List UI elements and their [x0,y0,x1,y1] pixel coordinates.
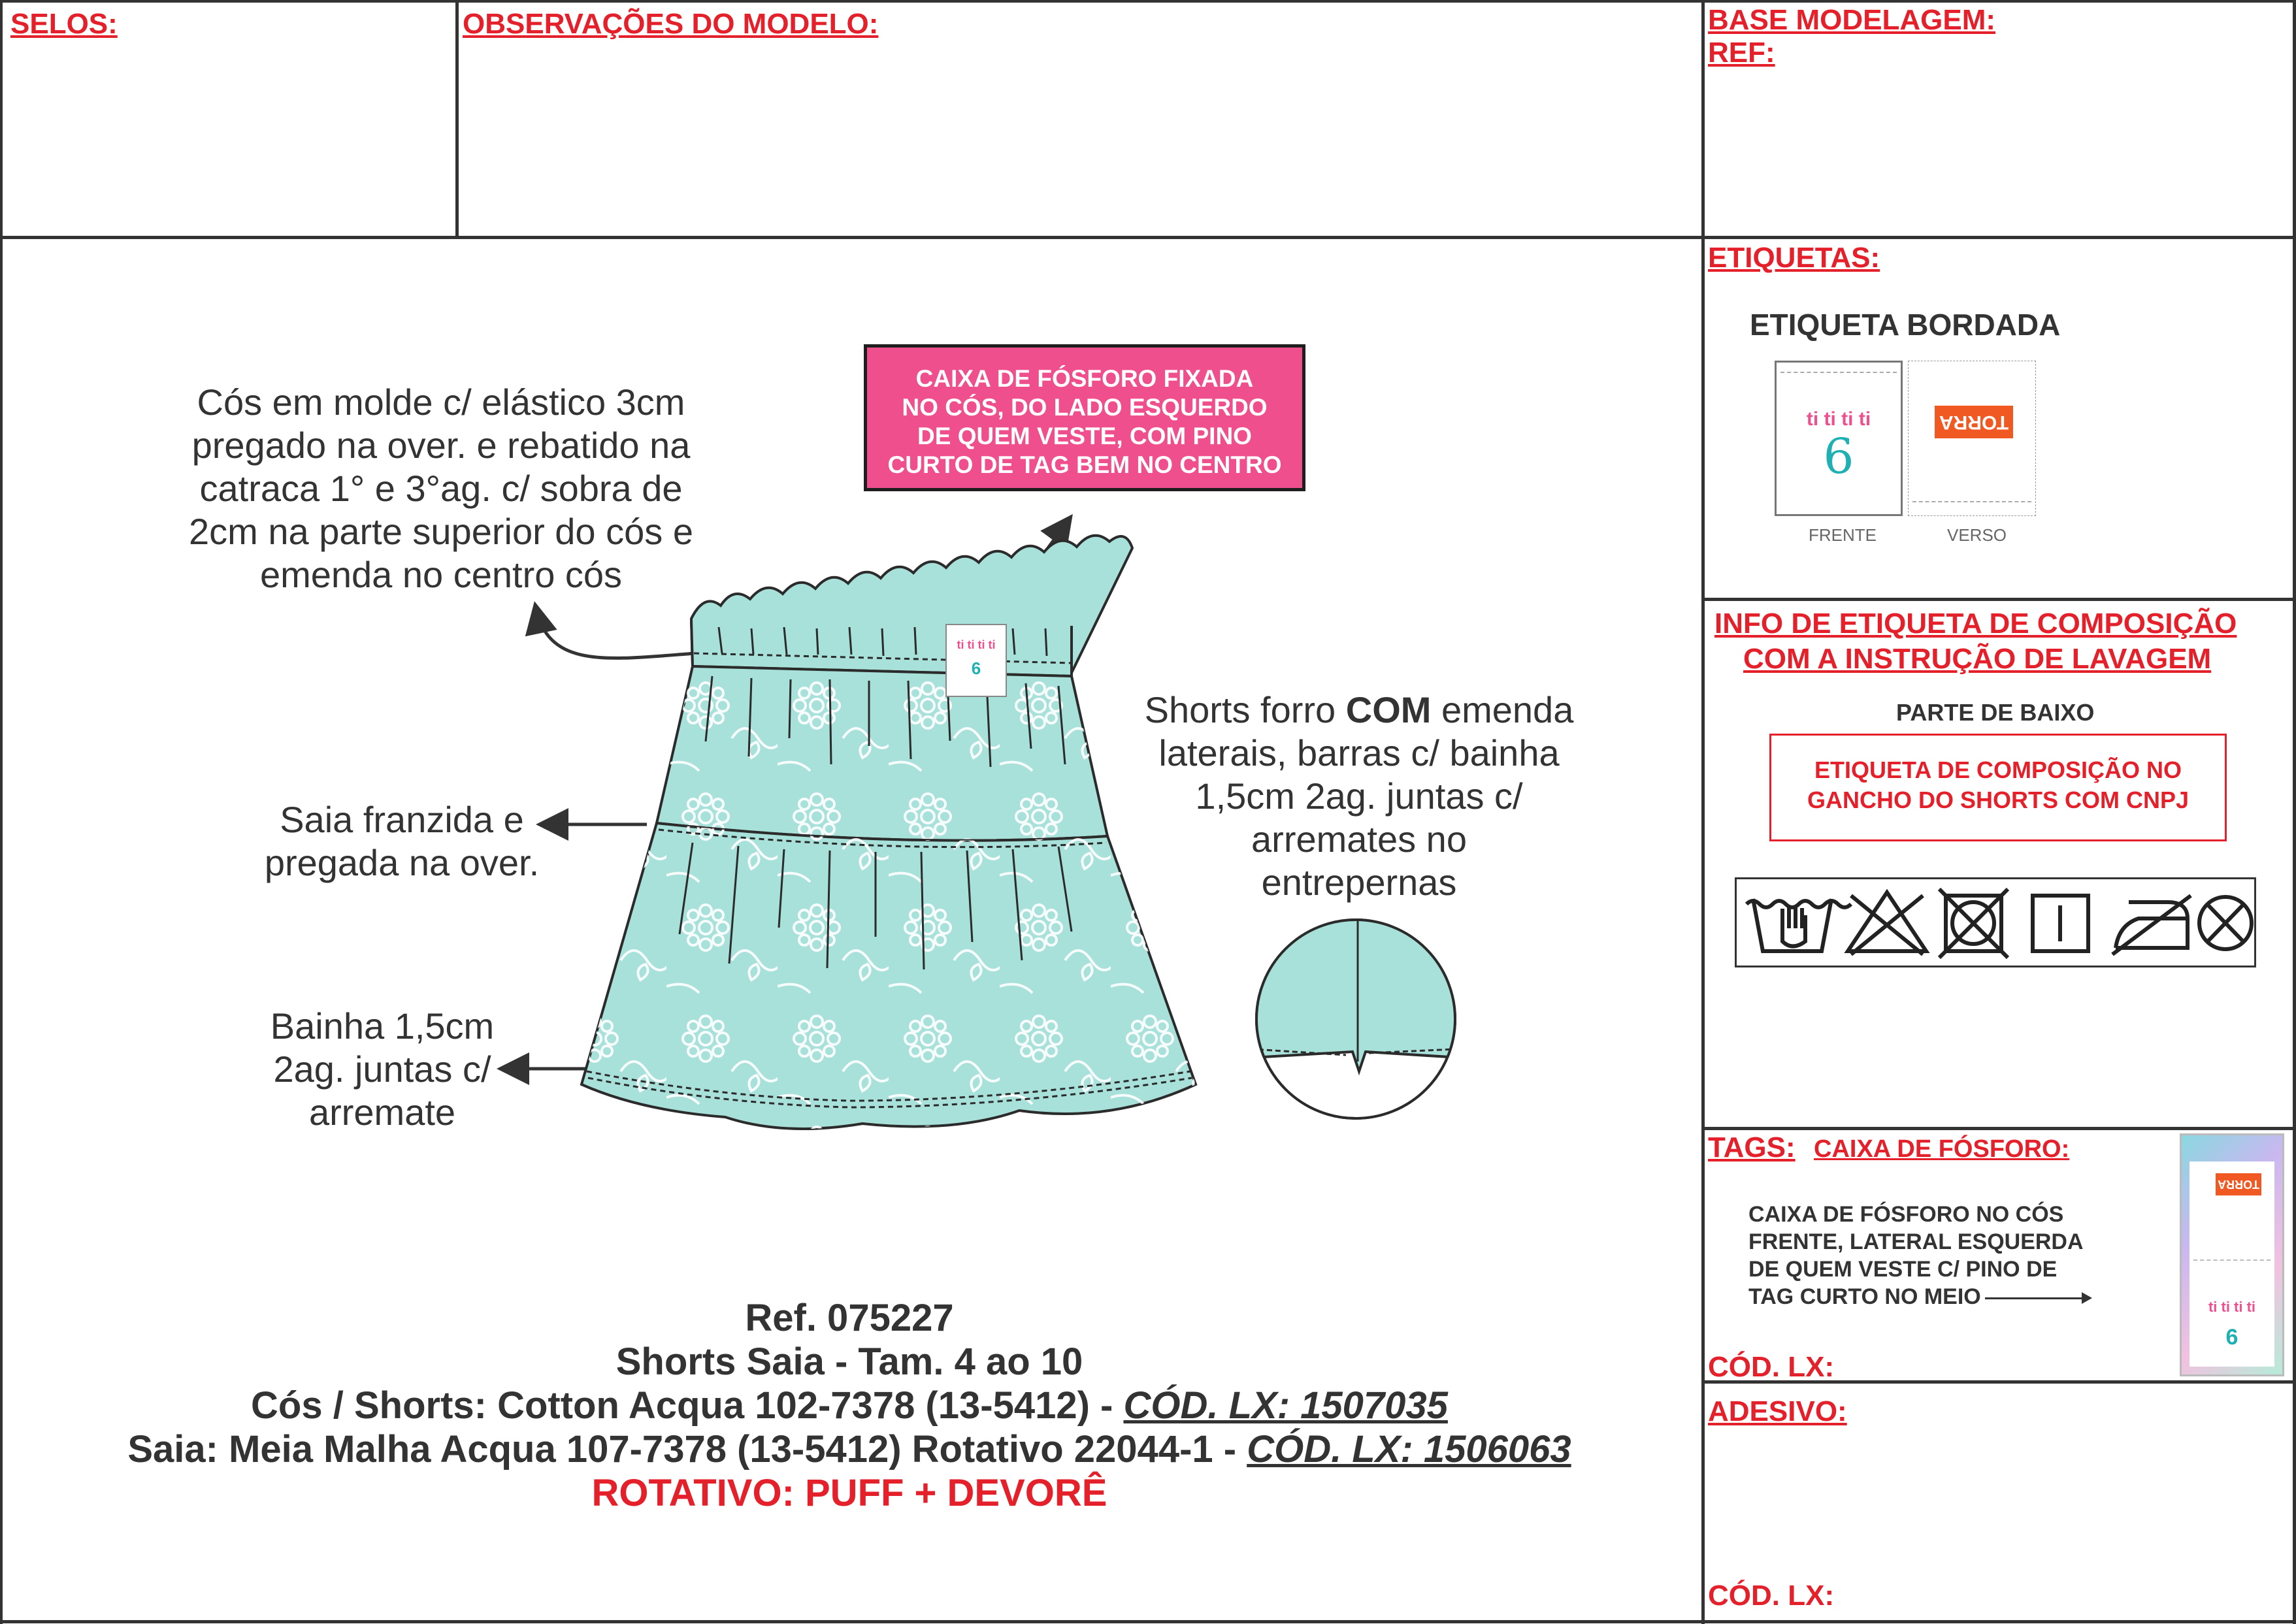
no-dry-clean-icon [2199,897,2252,949]
tags-desc-line [1748,1283,2090,1310]
bainha-note-line: arremate [308,1092,456,1133]
composicao-box-line: GANCHO DO SHORTS COM CNPJ [1807,787,2189,813]
hang-tag-logo: ti ti ti ti [2208,1299,2256,1315]
tags-description [1748,1201,2090,1310]
bainha-note-line: 2ag. juntas c/ [273,1048,491,1090]
shorts-note-post: emenda [1431,689,1574,730]
shorts-note-line: laterais, barras c/ bainha [1158,732,1560,773]
frame-bottom [0,1620,2296,1623]
cos-note-line: 2cm na parte superior do cós e [189,511,693,552]
hang-tag [2180,1133,2284,1376]
no-iron-icon [2112,896,2191,954]
etiquetas-header: ETIQUETAS: [1708,242,1880,274]
tags-desc-last: TAG CURTO NO MEIO [1748,1284,1981,1309]
shorts-detail-circle [1241,901,1470,1118]
saia-note-line: Saia franzida e [280,799,524,840]
composicao-header-2: COM A INSTRUÇÃO DE LAVAGEM [1743,643,2212,675]
line-dry-icon [2033,896,2088,951]
label-front-size: 6 [1823,429,1854,485]
cos-note-line: Cós em molde c/ elástico 3cm [197,382,685,423]
etiqueta-bordada-title: ETIQUETA BORDADA [1750,308,2061,342]
tags-header: TAGS: [1708,1131,1796,1163]
shorts-note-bold: COM [1345,689,1432,730]
product-saia-fabric [0,1427,1699,1472]
arrow-cos [536,608,696,658]
shorts-note-line: 1,5cm 2ag. juntas c/ [1195,775,1523,817]
callout-line: DE QUEM VESTE, COM PINO [917,423,1252,449]
caixa-fosforo-header: CAIXA DE FÓSFORO: [1814,1135,2070,1163]
saia-note-line: pregada na over. [264,842,540,883]
verso-label: VERSO [1947,525,2007,545]
label-back-brand: TORRA [1935,406,2013,438]
composicao-header-1: INFO DE ETIQUETA DE COMPOSIÇÃO [1714,608,2237,640]
tags-desc-line: DE QUEM VESTE C/ PINO DE [1748,1257,2058,1282]
selos-header: SELOS: [10,8,118,40]
cos-note-line: emenda no centro cós [259,554,623,595]
tags-desc-line: CAIXA DE FÓSFORO NO CÓS [1748,1202,2064,1227]
cos-note-line: pregado na over. e rebatido na [191,425,691,466]
hand-wash-icon [1747,899,1851,951]
product-ref: Ref. 075227 [745,1297,954,1339]
skirt-tag [945,624,1007,697]
saia-fabric-code: CÓD. LX: 1506063 [1247,1428,1571,1470]
label-front-brand: ti ti ti ti [1806,408,1871,430]
cos-note-line: catraca 1° e 3°ag. c/ sobra de [199,468,683,509]
tags-desc-line: FRENTE, LATERAL ESQUERDA [1748,1229,2084,1254]
base-modelagem-header: BASE MODELAGEM: [1708,4,1995,36]
tags-cod-lx: CÓD. LX: [1708,1351,1835,1383]
adesivo-cod-lx: CÓD. LX: [1708,1580,1835,1612]
hang-tag-brand: TORRA [2216,1173,2261,1195]
composicao-box [1769,734,2227,841]
ref-header: REF: [1708,37,1775,69]
frente-label: FRENTE [1809,525,1877,545]
callout-line: CURTO DE TAG BEM NO CENTRO [887,451,1282,478]
observacoes-header: OBSERVAÇÕES DO MODELO: [463,8,879,40]
divider-composicao [1703,1127,2296,1130]
shorts-note-pre: Shorts forro [1144,689,1346,730]
skirt-tag-size: 6 [971,658,981,678]
cos-fabric-code: CÓD. LX: 1507035 [1123,1384,1448,1427]
composicao-box-line: ETIQUETA DE COMPOSIÇÃO NO [1814,756,2182,783]
adesivo-header: ADESIVO: [1708,1395,1847,1427]
skirt-tag-logo: ti ti ti ti [957,638,996,651]
label-back [1908,361,2036,516]
divider-etiquetas [1703,598,2296,601]
no-bleach-icon [1848,892,1926,954]
bainha-note-line: Bainha 1,5cm [270,1005,495,1047]
no-tumble-dry-icon [1939,889,2008,958]
callout-line: NO CÓS, DO LADO ESQUERDO [902,394,1268,421]
product-rotativo: ROTATIVO: PUFF + DEVORÊ [591,1472,1107,1514]
product-name: Shorts Saia - Tam. 4 ao 10 [615,1340,1083,1383]
care-symbols [1735,877,2256,967]
shorts-note-line: entrepernas [1261,862,1457,903]
cos-fabric-text: Cós / Shorts: Cotton Acqua 102-7378 (13-5412) - [251,1384,1124,1427]
product-cos-fabric [0,1384,1699,1428]
parte-de-baixo: PARTE DE BAIXO [1896,699,2095,726]
saia-fabric-text: Saia: Meia Malha Acqua 107-7378 (13-5412) Rotativo 22044-1 - [127,1428,1247,1470]
hang-tag-size: 6 [2225,1325,2239,1350]
shorts-note-line: arremates no [1251,819,1467,860]
callout-line: CAIXA DE FÓSFORO FIXADA [915,365,1254,392]
label-front [1775,361,1903,516]
arrow-right-icon [1985,1297,2090,1299]
